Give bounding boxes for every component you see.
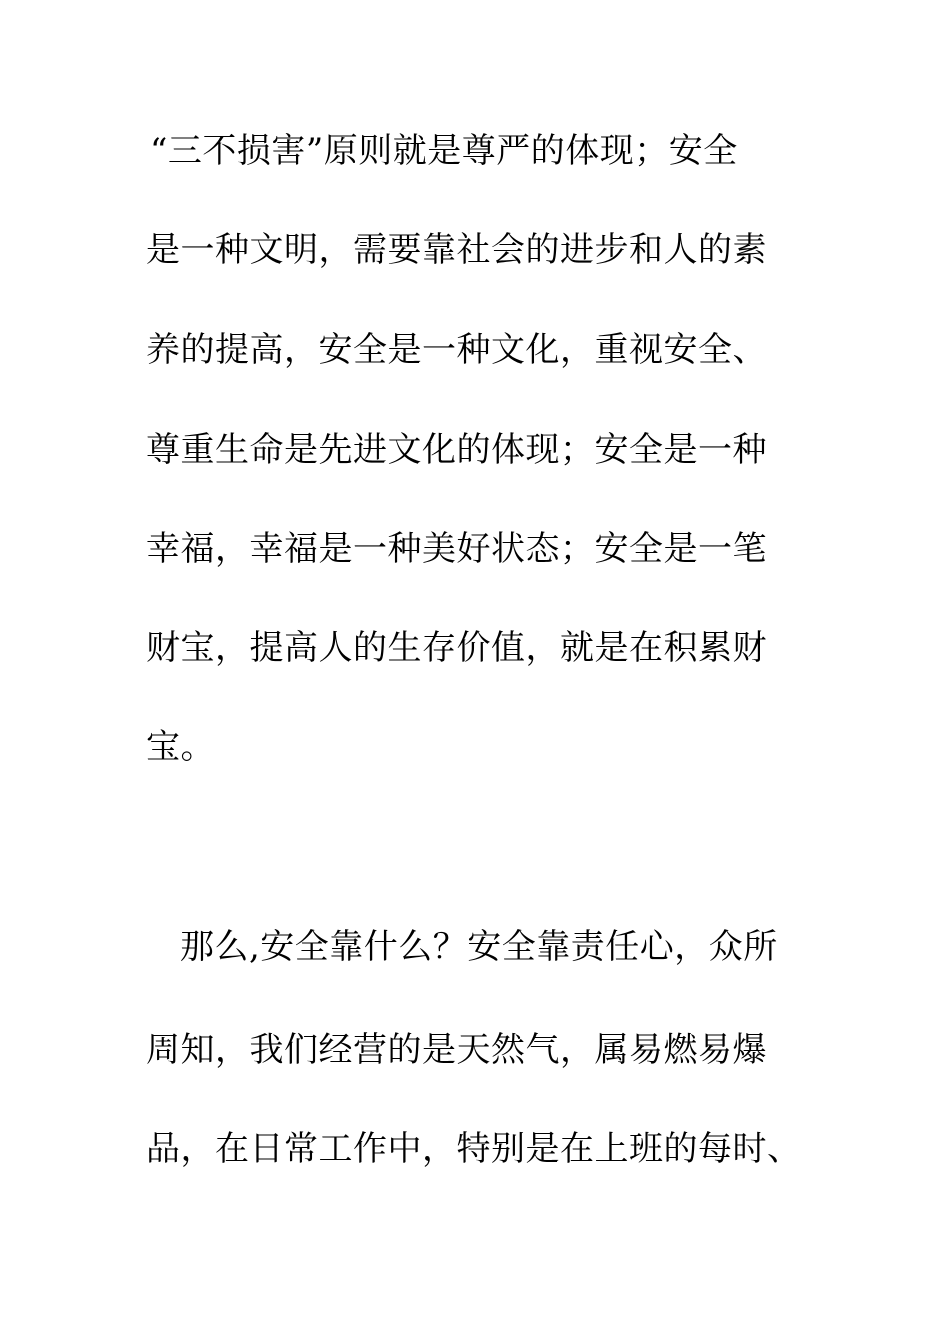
text-line: 品，在日常工作中，特别是在上班的每时、 bbox=[146, 1129, 802, 1169]
text-line: 那么,安全靠什么？安全靠责任心，众所 bbox=[180, 927, 778, 967]
text-line: 尊重生命是先进文化的体现；安全是一种 bbox=[146, 430, 767, 470]
text-line: 宝。 bbox=[146, 727, 215, 767]
text-line: 幸福，幸福是一种美好状态；安全是一笔 bbox=[146, 529, 767, 569]
text-line: 周知，我们经营的是天然气，属易燃易爆 bbox=[146, 1030, 767, 1070]
text-line: “三不损害”原则就是尊严的体现；安全 bbox=[150, 131, 738, 171]
text-line: 养的提高，安全是一种文化，重视安全、 bbox=[146, 330, 767, 370]
text-line: 财宝，提高人的生存价值，就是在积累财 bbox=[146, 628, 767, 668]
text-line: 是一种文明，需要靠社会的进步和人的素 bbox=[146, 230, 767, 270]
